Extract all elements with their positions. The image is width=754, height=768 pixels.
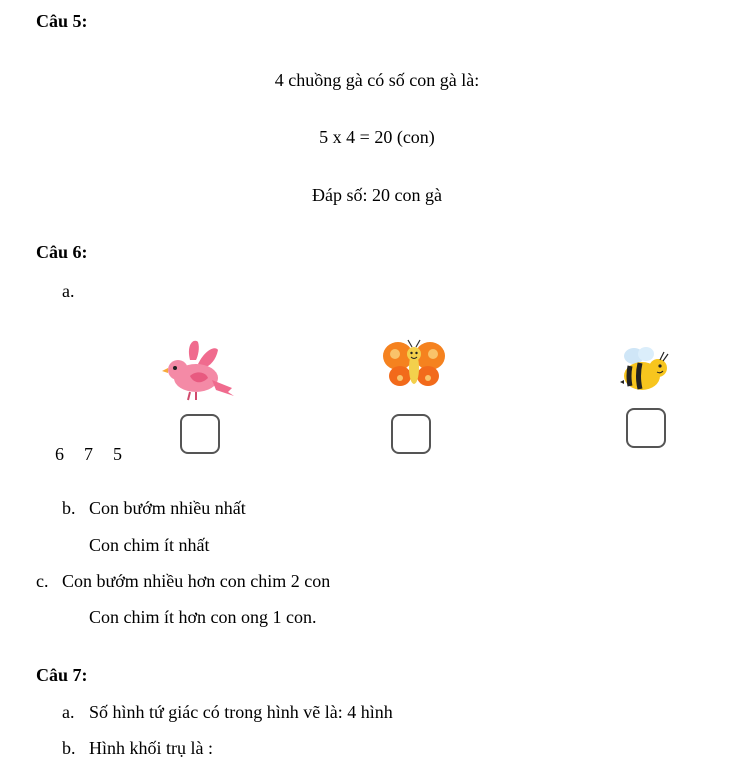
count-bird: 6	[55, 444, 64, 464]
cau6-heading: Câu 6:	[36, 242, 88, 262]
cau6-part-c-label: c.	[36, 571, 49, 591]
cau6-part-b-line1: Con bướm nhiều nhất	[89, 498, 246, 518]
cau6-part-b-label: b.	[62, 498, 76, 518]
cau7-part-a-label: a.	[62, 702, 75, 722]
cau5-equation: 5 x 4 = 20 (con)	[319, 127, 435, 147]
butterfly-icon	[382, 338, 446, 392]
bee-icon	[620, 344, 670, 396]
cau5-answer: Đáp số: 20 con gà	[312, 185, 442, 205]
checkbox-butterfly[interactable]	[391, 414, 431, 454]
cau5-heading: Câu 5:	[36, 11, 88, 31]
count-butterfly: 7	[84, 444, 93, 464]
checkbox-bee[interactable]	[626, 408, 666, 448]
cau7-part-b-text: Hình khối trụ là :	[89, 738, 213, 758]
cau7-heading: Câu 7:	[36, 665, 88, 685]
cau7-part-a-text: Số hình tứ giác có trong hình vẽ là: 4 hình	[89, 702, 393, 722]
cau5-line1: 4 chuồng gà có số con gà là:	[274, 70, 480, 90]
cau6-part-c-line1: Con bướm nhiều hơn con chim 2 con	[62, 571, 331, 591]
cau6-part-a-label: a.	[62, 281, 75, 301]
cau7-part-b-label: b.	[62, 738, 76, 758]
bird-icon	[160, 338, 236, 402]
count-bee: 5	[113, 444, 122, 464]
cau6-part-b-line2: Con chim ít nhất	[89, 535, 210, 555]
checkbox-bird[interactable]	[180, 414, 220, 454]
cau6-part-c-line2: Con chim ít hơn con ong 1 con.	[89, 607, 317, 627]
